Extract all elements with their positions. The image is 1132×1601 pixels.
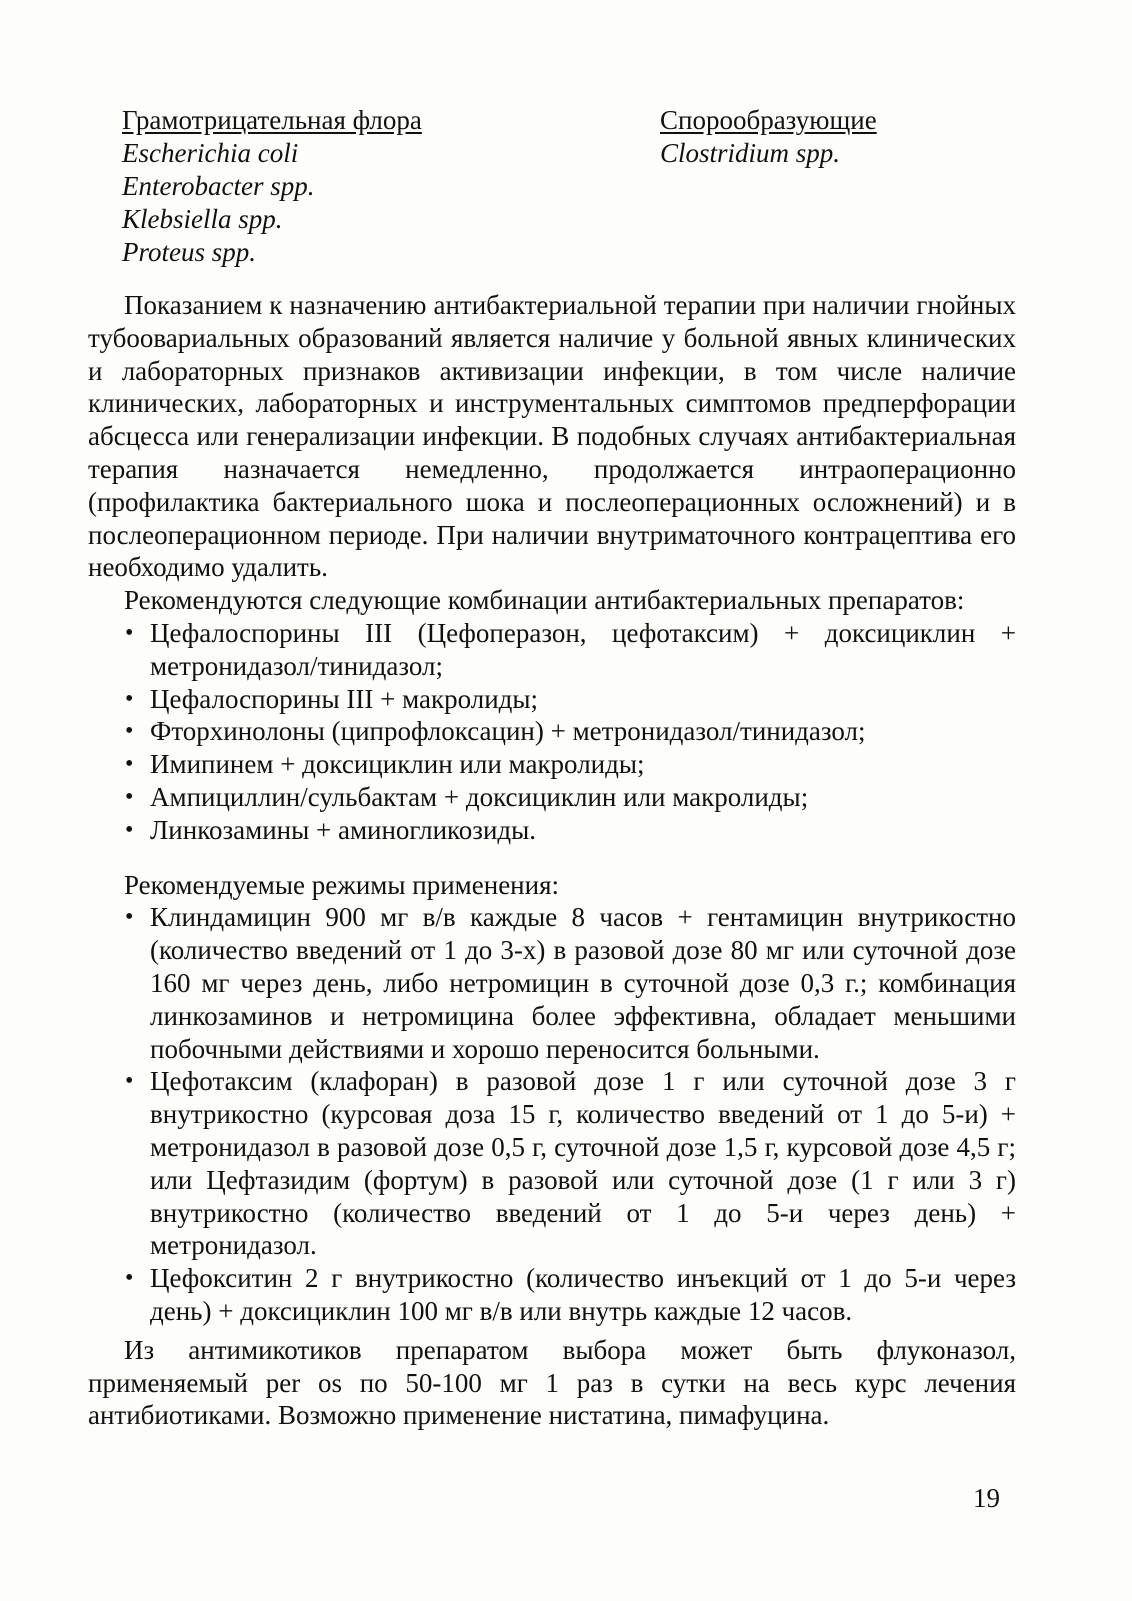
regimens-intro: Рекомендуемые режимы применения: [124, 869, 560, 900]
spore-forming-column [660, 104, 1060, 170]
list-item: • Фторхинолоны (ципрофлоксацин) + метронидазол/тинидазол; [150, 715, 1016, 748]
organism-item: Proteus spp. [122, 237, 256, 267]
list-item: • Ампициллин/сульбактам + доксициклин или макролиды; [150, 781, 1016, 814]
organism-item: Clostridium spp. [660, 138, 841, 168]
antimycotic-paragraph: Из антимикотиков препаратом выбора может быть флуконазол, применяемый per os по 50-100 мг 1 раз в сутки на весь курс лечения антибиотиками. Возможно применение нистатина, пимафуцина. [88, 1334, 1016, 1431]
list-item: • Цефалоспорины III (Цефоперазон, цефотаксим) + доксициклин + метронидазол/тинидазол; [150, 617, 1016, 683]
list-item: • Цефалоспорины III + макролиды; [150, 683, 1016, 716]
organism-item: Escherichia coli [122, 138, 299, 168]
regimens-list [88, 901, 1016, 1327]
organism-item: Klebsiella spp. [122, 204, 283, 234]
list-item: • Линкозамины + аминогликозиды. [150, 814, 1016, 847]
indication-paragraph: Показанием к назначению антибактериальной терапии при наличии гнойных тубоовариальных образований является наличие у больной явных клинических и лабораторных признаков активизации инфекции, в том числе наличие клинических, лабораторных и инструментальных симптомов предперфорации абсцесса или генерализации инфекции. В подобных случаях антибактериальная терапия назначается немедленно, продолжается интраоперационно (профилактика бактериального шока и послеоперационных осложнений) и в послеоперационном периоде. При наличии внутриматочного контрацептива его необходимо удалить. [88, 290, 1016, 583]
gram-negative-column [122, 104, 542, 269]
combinations-list [88, 617, 1016, 847]
list-item: • Имипинем + доксициклин или макролиды; [150, 748, 1016, 781]
main-text [88, 289, 1016, 1432]
spore-forming-heading: Спорообразующие [660, 105, 877, 135]
list-item: • Клиндамицин 900 мг в/в каждые 8 часов + гентамицин внутрикостно (количество введений от 1 до 3-х) в разовой дозе 80 мг или суточной дозе 160 мг через день, либо нетромицин в суточной дозе 0,3 г.; комбинация линкозаминов и нетромицина более эффективна, обладает меньшими побочными действиями и хорошо переносится больными. [150, 901, 1016, 1065]
combinations-intro: Рекомендуются следующие комбинации антибактериальных препаратов: [124, 585, 965, 616]
organism-item: Enterobacter spp. [122, 171, 315, 201]
list-item: • Цефотаксим (клафоран) в разовой дозе 1 г или суточной дозе 3 г внутрикостно (курсовая доза 15 г, количество введений от 1 до 5-и) + метронидазол в разовой дозе 0,5 г, суточной дозе 1,5 г, курсовой дозе 4,5 г; или Цефтазидим (фортум) в разовой или суточной дозе (1 г или 3 г) внутрикостно (количество введений от 1 до 5-и через день) + метронидазол. [150, 1065, 1016, 1262]
list-item: • Цефокситин 2 г внутрикостно (количество инъекций от 1 до 5-и через день) + доксициклин 100 мг в/в или внутрь каждые 12 часов. [150, 1262, 1016, 1328]
page-number: 19 [973, 1483, 1000, 1513]
gram-negative-heading: Грамотрицательная флора [122, 105, 422, 135]
